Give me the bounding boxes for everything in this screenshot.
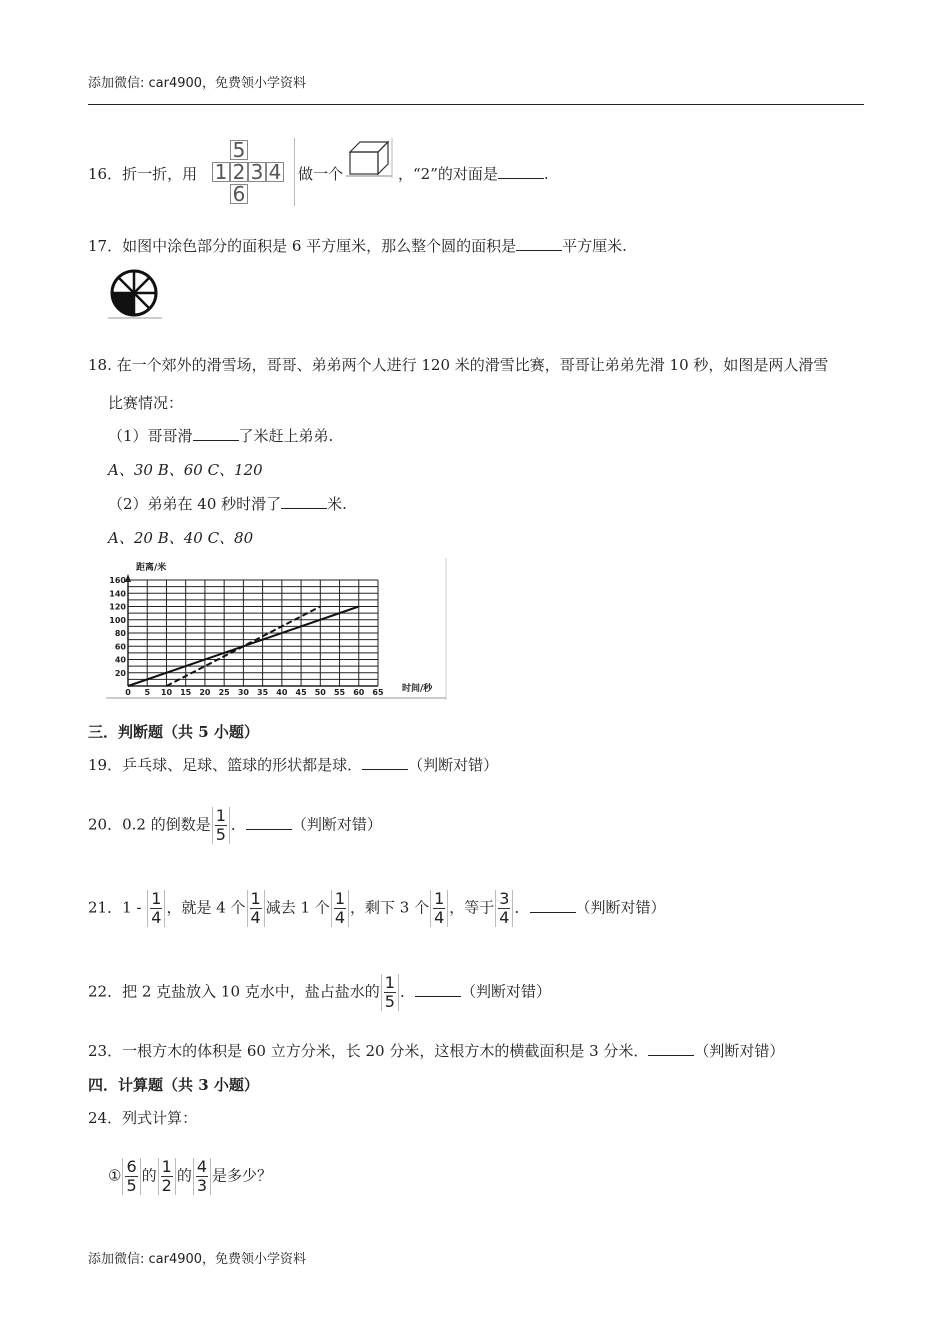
header-rule	[88, 104, 864, 105]
question-18-sub1: （1）哥哥滑 了米赶上弟弟.	[108, 427, 334, 445]
answer-blank[interactable]	[246, 815, 292, 830]
y-tick-label: 60	[114, 642, 126, 652]
fraction: $\frac{1}{5}$	[212, 807, 230, 844]
y-tick-label: 80	[114, 629, 126, 638]
answer-blank[interactable]	[516, 236, 562, 251]
circle-figure	[106, 268, 164, 320]
x-tick-label: 0	[125, 688, 131, 697]
question-16-end: ，“2”的对面是 .	[398, 165, 549, 183]
question-20: 20．0.2 的倒数是 $\frac{1}{5}$ ． （判断对错）	[88, 806, 382, 844]
fraction: $\frac{1}{5}$	[381, 974, 399, 1011]
answer-blank[interactable]	[498, 164, 544, 179]
cube-figure	[346, 138, 394, 180]
question-24-title: 24．列式计算：	[88, 1109, 198, 1127]
y-tick-label: 20	[114, 668, 126, 678]
question-17: 17．如图中涂色部分的面积是 6 平方厘米，那么整个圆的面积是 平方厘米.	[88, 237, 627, 255]
question-16: 16．折一折，用	[88, 165, 198, 183]
x-tick-label: 55	[333, 688, 346, 697]
y-tick-label: 160	[109, 576, 126, 585]
question-21: 21．1 - $\frac{1}{4}$ ，就是 4 个 $\frac{1}{4}$ 减去 1 个 $\frac{1}{4}$ ，剩下 3 个 $\frac{1}{4}$ ，等于 $\frac{3}{4}$ ． （判断对错）	[88, 889, 666, 927]
question-18-sub2: （2）弟弟在 40 秒时滑了 米.	[108, 495, 347, 513]
question-18-line2: 比赛情况：	[108, 394, 184, 412]
answer-blank[interactable]	[415, 982, 461, 997]
question-22: 22．把 2 克盐放入 10 克水中，盐占盐水的 $\frac{1}{5}$ ． （判断对错）	[88, 973, 552, 1011]
page-footer: 添加微信: car4900，免费领小学资料	[88, 1252, 307, 1267]
fraction: $\frac{1}{4}$	[147, 890, 165, 927]
y-tick-label: 140	[109, 589, 126, 599]
x-axis-label: 时间/秒	[402, 684, 433, 694]
answer-blank[interactable]	[281, 494, 327, 509]
y-axis-label: 距离/米	[136, 563, 167, 573]
x-tick-label: 65	[372, 688, 384, 697]
fraction: $\frac{1}{4}$	[430, 890, 448, 927]
x-tick-label: 25	[218, 688, 230, 697]
x-tick-label: 45	[295, 688, 307, 697]
answer-blank[interactable]	[530, 898, 576, 913]
fraction: $\frac{1}{2}$	[158, 1158, 176, 1195]
fraction: $\frac{4}{3}$	[193, 1158, 211, 1195]
x-tick-label: 40	[276, 688, 288, 697]
answer-blank[interactable]	[193, 426, 239, 441]
answer-blank[interactable]	[362, 755, 408, 770]
fraction: $\frac{6}{5}$	[122, 1158, 140, 1195]
x-tick-label: 60	[353, 688, 365, 697]
x-tick-label: 35	[257, 688, 269, 697]
question-23: 23．一根方木的体积是 60 立方分米，长 20 分米，这根方木的横截面积是 3 分米． （判断对错）	[88, 1042, 785, 1060]
question-16-cont: 做一个	[298, 165, 344, 183]
x-tick-label: 5	[144, 688, 151, 697]
question-24-part1: ① $\frac{6}{5}$ 的 $\frac{1}{2}$ 的 $\frac{4}{3}$ 是多少？	[108, 1157, 273, 1195]
question-18-options1: A、30 B、60 C、120	[108, 461, 263, 479]
question-19: 19．乒乓球、足球、篮球的形状都是球． （判断对错）	[88, 756, 499, 774]
x-tick-label: 15	[180, 688, 192, 697]
section-3-title: 三．判断题（共 5 小题）	[88, 723, 259, 741]
x-tick-label: 50	[314, 688, 326, 697]
x-tick-label: 10	[160, 688, 173, 697]
y-tick-label: 120	[109, 602, 126, 612]
fraction: $\frac{3}{4}$	[495, 890, 513, 927]
ski-race-chart	[106, 558, 448, 700]
page-header: 添加微信: car4900，免费领小学资料	[88, 76, 307, 91]
section-4-title: 四．计算题（共 3 小题）	[88, 1076, 259, 1094]
question-18-options2: A、20 B、40 C、80	[108, 529, 254, 547]
chart-grid	[125, 574, 378, 686]
y-tick-label: 40	[114, 655, 126, 665]
answer-blank[interactable]	[648, 1041, 694, 1056]
fraction: $\frac{1}{4}$	[331, 890, 349, 927]
x-tick-label: 30	[237, 688, 249, 697]
cube-net-figure: 5 1 2 3 4 6	[208, 138, 296, 206]
x-tick-label: 20	[199, 688, 211, 697]
question-18-line1: 18. 在一个郊外的滑雪场，哥哥、弟弟两个人进行 120 米的滑雪比赛，哥哥让弟弟先滑 10 秒，如图是两人滑雪	[88, 356, 829, 374]
fraction: $\frac{1}{4}$	[247, 890, 265, 927]
y-tick-label: 100	[109, 615, 126, 625]
